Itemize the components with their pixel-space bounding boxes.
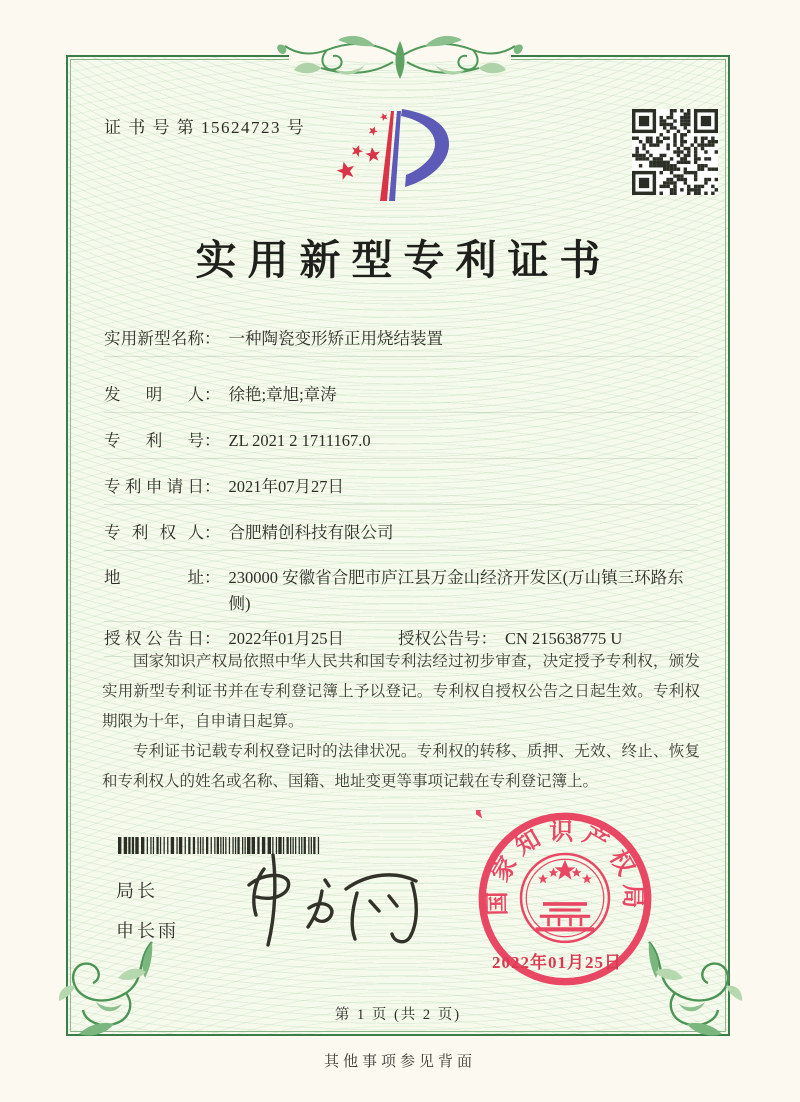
field-list xyxy=(104,325,698,657)
field-label: 专利申请日 xyxy=(104,477,204,496)
field-colon: ： xyxy=(204,523,221,542)
field-row-filing-date xyxy=(104,473,698,505)
top-vine-ornament-icon xyxy=(275,29,525,85)
field-value: ZL 2021 2 1711167.0 xyxy=(228,431,371,450)
field-value: 230000 安徽省合肥市庐江县万金山经济开发区(万山镇三环路东侧) xyxy=(228,568,684,613)
seal-text: 国家知识产权局 xyxy=(485,819,645,916)
page-indicator: 第 1 页 (共 2 页) xyxy=(334,1007,462,1023)
field-colon: ： xyxy=(204,431,221,450)
field-row-name xyxy=(104,325,698,357)
legal-paragraph-2: 专利证书记载专利权登记时的法律状况。专利权的转移、质押、无效、终止、恢复和专利权人的姓名或名称、国籍、地址变更等事项记载在专利登记簿上。 xyxy=(102,743,700,790)
field-label: 专利号 xyxy=(104,431,204,450)
field-label: 实用新型名称 xyxy=(104,329,204,348)
field-label: 授权公告号 xyxy=(398,629,481,648)
certificate-number: 证 书 号 第 15624723 号 xyxy=(104,118,306,137)
field-label: 地址 xyxy=(104,568,204,587)
field-colon: ： xyxy=(204,385,221,404)
field-value: 2022年01月25日 xyxy=(228,629,344,648)
bottom-right-vine-ornament-icon xyxy=(639,940,745,1042)
signer-name: 申长雨 xyxy=(116,921,179,941)
field-row-address xyxy=(104,565,698,622)
seal-date: 2022年01月25日 xyxy=(492,953,622,972)
field-value: 合肥精创科技有限公司 xyxy=(228,523,394,542)
field-value: 一种陶瓷变形矫正用烧结装置 xyxy=(228,329,443,348)
field-row-patentee xyxy=(104,519,698,551)
signer-title: 局长 xyxy=(116,881,158,901)
field-colon: ： xyxy=(204,568,221,587)
qr-code-icon xyxy=(632,109,718,195)
field-label: 专利权人 xyxy=(104,523,204,542)
signature-icon xyxy=(228,847,438,959)
field-value: 2021年07月27日 xyxy=(228,477,344,496)
legal-paragraph-1: 国家知识产权局依照中华人民共和国专利法经过初步审查，决定授予专利权，颁发实用新型专利证书并在专利登记簿上予以登记。专利权自授权公告之日起生效。专利权期限为十年，自申请日起算。 xyxy=(102,653,700,730)
certificate-frame xyxy=(66,55,730,1036)
field-colon: ： xyxy=(204,477,221,496)
certificate-title: 实用新型专利证书 xyxy=(195,237,612,283)
cnipa-logo-icon xyxy=(318,105,478,217)
field-colon: ： xyxy=(480,629,497,648)
field-row-patent-number xyxy=(104,427,698,459)
field-value: 徐艳;章旭;章涛 xyxy=(228,385,337,404)
legal-text-block xyxy=(102,647,700,797)
field-row-inventors xyxy=(104,381,698,413)
field-label: 发明人 xyxy=(104,385,204,404)
bottom-left-vine-ornament-icon xyxy=(56,940,162,1042)
back-note: 其他事项参见背面 xyxy=(323,1054,476,1070)
field-colon: ： xyxy=(204,629,221,648)
field-colon: ： xyxy=(204,329,221,348)
field-value: CN 215638775 U xyxy=(505,629,623,648)
field-label: 授权公告日 xyxy=(104,629,204,648)
